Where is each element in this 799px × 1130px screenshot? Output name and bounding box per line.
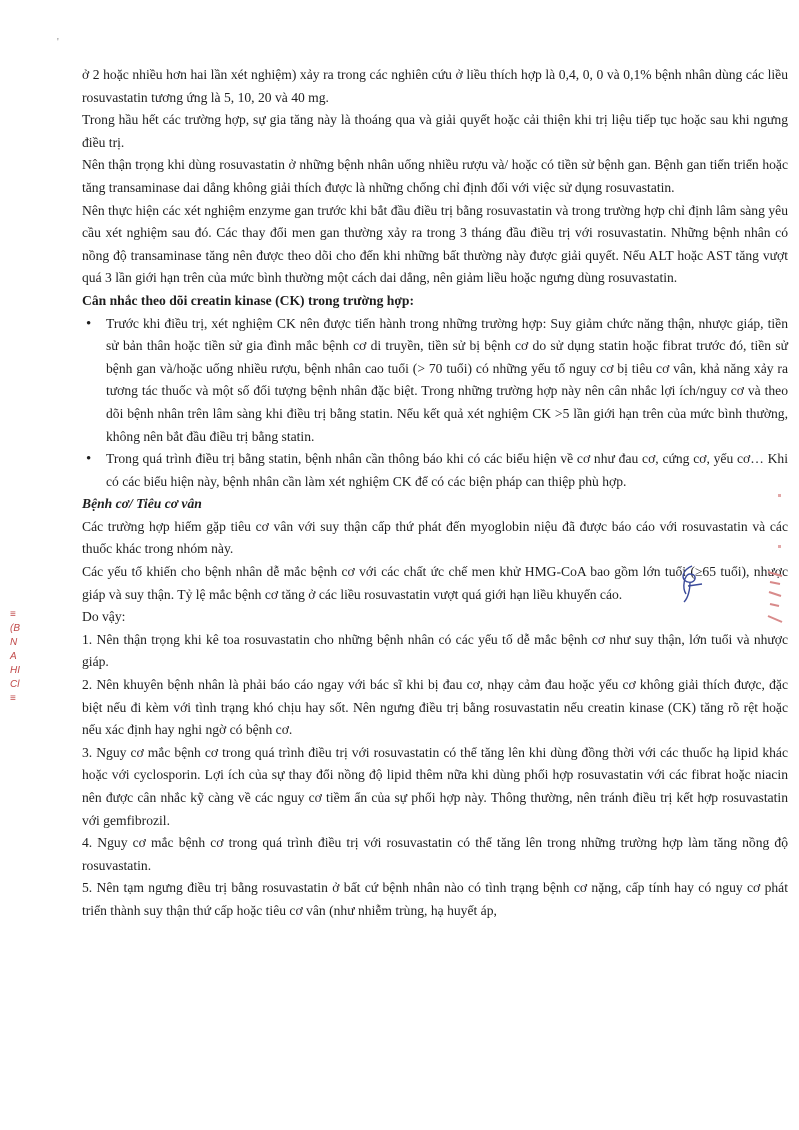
ck-heading: Cân nhắc theo dõi creatin kinase (CK) trong trường hợp: (82, 292, 414, 308)
numbered-item-1: 1. Nên thận trọng khi kê toa rosuvastatin cho những bệnh nhân có các yếu tố dễ mắc bệnh cơ như suy thận, lớn tuổi và nhược giáp. (82, 631, 788, 670)
right-margin-mark (778, 494, 781, 497)
intro-paragraph-3: Nên thận trọng khi dùng rosuvastatin ở những bệnh nhân uống nhiều rượu và/ hoặc có tiền sử bệnh gan. Bệnh gan tiến triển hoặc tăng transaminase dai dẳng không giải thích được là những chống chỉ định đối với việc sử dụng rosuvastatin. (82, 157, 788, 195)
stamp-fragment: ≡ (10, 693, 16, 704)
myopathy-paragraph-1: Các trường hợp hiếm gặp tiêu cơ vân với suy thận cấp thứ phát đến myoglobin niệu đã được báo cáo với rosuvastatin và các thuốc khác trong nhóm này. (82, 518, 788, 557)
myopathy-paragraph-2: Các yếu tố khiến cho bệnh nhân dễ mắc bệnh cơ với các chất ức chế men khử HMG-CoA bao gồm lớn tuổi (≥65 tuổi), nhược giáp và suy thận. Tỷ lệ mắc bệnh cơ tăng ở các liều rosuvastatin vượt quá giới hạn liều khuyến cáo. (82, 564, 788, 602)
document-page (82, 64, 788, 923)
numbered-item-5: 5. Nên tạm ngưng điều trị bằng rosuvastatin ở bất cứ bệnh nhân nào có tình trạng bệnh cơ nặng, cấp tính hay có nguy cơ phát triển thành suy thận thứ cấp hoặc tiêu cơ vân (như nhiễm trùng, hạ huyết áp, (82, 880, 788, 918)
stamp-fragment: (B (10, 623, 20, 634)
stamp-fragment: N (10, 637, 18, 648)
numbered-item-3: 3. Nguy cơ mắc bệnh cơ trong quá trình điều trị với rosuvastatin có thể tăng lên khi dùng đồng thời với các thuốc hạ lipid khác hoặc với cyclosporin. Lợi ích của sự thay đổi nồng độ lipid thêm nữa khi dùng phối hợp rosuvastatin với các fibrat hoặc niacin nên được cân nhắc kỹ càng về các nguy cơ tiềm ẩn của sự phối hợp này. Thông thường, nên tránh điều trị kết hợp rosuvastatin với gemfibrozil. (82, 744, 788, 828)
ck-bullet-list (82, 313, 788, 494)
stamp-fragment: Cl (10, 679, 20, 690)
stamp-fragment: HI (10, 665, 20, 676)
right-margin-mark (778, 545, 781, 548)
ck-bullet-item-2: • Trong quá trình điều trị bằng statin, bệnh nhân cần thông báo khi có các biểu hiện về cơ như đau cơ, cứng cơ, yếu cơ… Khi có các biểu hiện này, bệnh nhân cần làm xét nghiệm CK để có các biện pháp can thiệp phù hợp. (106, 448, 788, 493)
ck-bullet-item-1: • Trước khi điều trị, xét nghiệm CK nên được tiến hành trong những trường hợp: Suy giảm chức năng thận, nhược giáp, tiền sử bản thân hoặc tiền sử gia đình mắc bệnh cơ di truyền, tiền sử bị bệnh cơ do sử dụng statin hoặc fibrat trước đó, tiền sử bệnh gan và/hoặc uống nhiều rượu, bệnh nhân cao tuổi (> 70 tuổi) có những yếu tố nguy cơ bị tiêu cơ vân, khả năng xảy ra tương tác thuốc và một số đối tượng bệnh nhân đặc biệt. Trong những trường hợp này nên cân nhắc lợi ích/nguy cơ và theo dõi bệnh nhân trên lâm sàng khi điều trị bằng statin. Nếu kết quả xét nghiệm CK >5 lần giới hạn trên của mức bình thường, không nên bắt đầu điều trị bằng statin. (106, 313, 788, 449)
stamp-fragment: ≡ (10, 609, 16, 620)
left-margin-stamp (10, 608, 38, 706)
numbered-item-2: 2. Nên khuyên bệnh nhân là phải báo cáo ngay với bác sĩ khi bị đau cơ, nhạy cảm đau hoặc yếu cơ không giải thích được, đặc biệt nếu đi kèm với tình trạng khó chịu hay sốt. Nên ngưng điều trị bằng rosuvastatin nếu creatin kinase (CK) tăng rõ rệt hoặc nếu xác định hay nghi ngờ có bệnh cơ. (82, 677, 788, 738)
intro-paragraph-1: ở 2 hoặc nhiều hơn hai lần xét nghiệm) xảy ra trong các nghiên cứu ở liều thích hợp là 0,4, 0, 0 và 0,1% bệnh nhân dùng các liều rosuvastatin tương ứng là 5, 10, 20 và 40 mg. (82, 67, 788, 105)
intro-paragraph-2: Trong hầu hết các trường hợp, sự gia tăng này là thoáng qua và giải quyết hoặc cải thiện khi trị liệu tiếp tục hoặc sau khi ngưng điều trị. (82, 112, 788, 150)
numbered-item-4: 4. Nguy cơ mắc bệnh cơ trong quá trình điều trị với rosuvastatin có thể tăng lên trong những trường hợp làm tăng nồng độ rosuvastatin. (82, 835, 788, 873)
right-margin-stamp (764, 566, 786, 626)
myopathy-heading: Bệnh cơ/ Tiêu cơ vân (82, 496, 202, 512)
signature-mark (672, 564, 708, 604)
top-mark: ' (57, 37, 59, 48)
therefore-label: Do vậy: (82, 609, 126, 625)
intro-paragraph-4: Nên thực hiện các xét nghiệm enzyme gan trước khi bắt đầu điều trị bằng rosuvastatin và trong trường hợp chỉ định lâm sàng yêu cầu xét nghiệm sau đó. Các thay đổi men gan thường xảy ra trong 3 tháng đầu điều trị với rosuvastatin. Những bệnh nhân có nồng độ transaminase tăng nên được theo dõi cho đến khi những bất thường này được giải quyết. Nếu ALT hoặc AST tăng vượt quá 3 lần giới hạn trên của mức bình thường một cách dai dẳng, nên giảm liều hoặc ngưng dùng rosuvastatin. (82, 202, 788, 286)
stamp-fragment: A (10, 651, 17, 662)
